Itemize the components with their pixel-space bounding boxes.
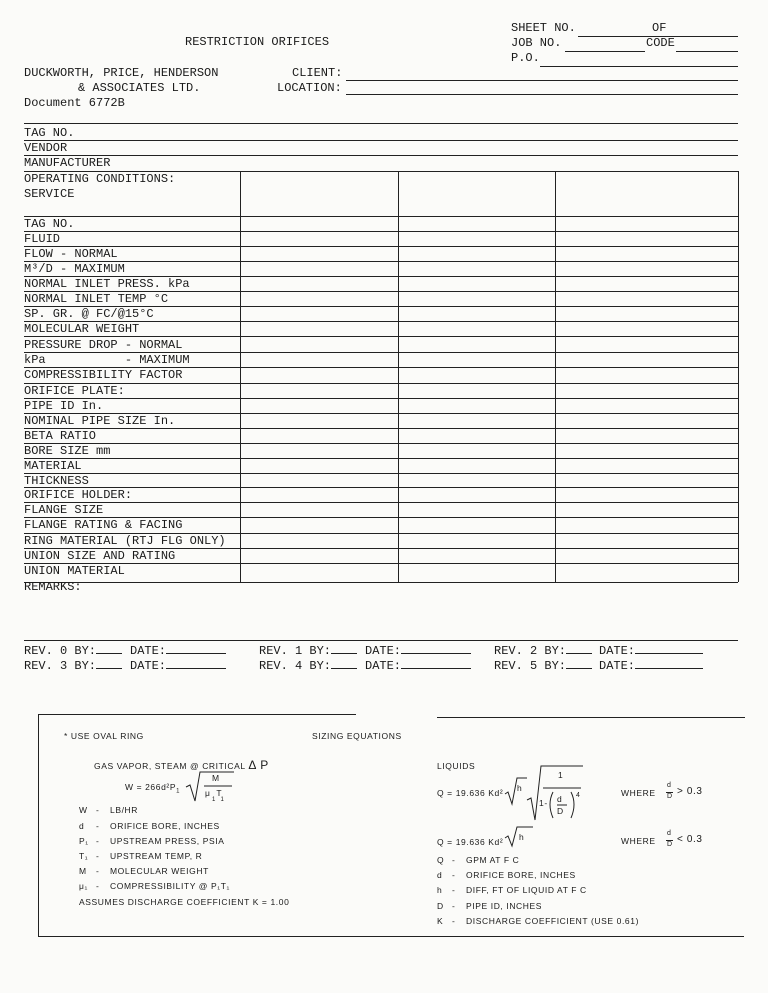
gas-discharge-note: ASSUMES DISCHARGE COEFFICIENT K = 1.00 (79, 897, 290, 907)
table-row-divider (24, 336, 738, 337)
liquid-eq1-h: h (517, 783, 523, 793)
table-row-divider (24, 563, 738, 564)
top-row-tag-no: TAG NO. (24, 126, 75, 140)
row-flow-normal: FLOW - NORMAL (24, 247, 118, 261)
where-2-frac-num: d (667, 830, 672, 837)
company-name-line2: & ASSOCIATES LTD. (78, 81, 201, 95)
table-row-divider (24, 443, 738, 444)
liquid-eq1-D: D (557, 806, 564, 816)
liquid-equation-1: Q = 19.636 Kd² (437, 788, 504, 798)
liquid-equation-2: Q = 19.636 Kd² (437, 837, 504, 847)
row-molecular-weight: MOLECULAR WEIGHT (24, 322, 140, 336)
client-field[interactable] (346, 80, 738, 81)
where-1-label: WHERE (621, 788, 656, 798)
gas-def-mu-text: COMPRESSIBILITY @ P₁T₁ (110, 881, 230, 891)
table-row-divider (24, 428, 738, 429)
location-field[interactable] (346, 94, 738, 95)
gas-def-w-text: LB/HR (110, 805, 139, 815)
rev-3[interactable]: REV. 3 BY: (24, 657, 122, 673)
oval-ring-note: * USE OVAL RING (64, 731, 144, 741)
row-pipe-id: PIPE ID In. (24, 399, 104, 413)
row-ring-material: RING MATERIAL (RTJ FLG ONLY) (24, 534, 226, 548)
rev-0[interactable]: REV. 0 BY: (24, 642, 122, 658)
rev-1-date[interactable]: DATE: (365, 642, 471, 658)
table-row-divider (24, 383, 738, 384)
where-2-condition: < 0.3 (677, 834, 703, 845)
gas-def-d-symbol: d (79, 821, 85, 831)
row-tag-no: TAG NO. (24, 217, 75, 231)
row-bore-size: BORE SIZE mm (24, 444, 111, 458)
table-row-divider (24, 246, 738, 247)
liq-def-pipe-symbol: D (437, 901, 444, 911)
top-row-service: SERVICE (24, 187, 75, 201)
rev-3-date[interactable]: DATE: (130, 657, 226, 673)
liq-def-d-text: ORIFICE BORE, INCHES (466, 870, 576, 880)
po-label: P.O. (511, 51, 540, 65)
table-row-divider (24, 261, 738, 262)
rev-5[interactable]: REV. 5 BY: (494, 657, 592, 673)
po-field[interactable] (540, 66, 738, 67)
liq-def-q-text: GPM AT F C (466, 855, 520, 865)
form-title: RESTRICTION ORIFICES (185, 35, 330, 49)
liquid-eq2-h: h (519, 832, 525, 842)
sheet-no-label: SHEET NO. (511, 21, 576, 35)
rev-2-date[interactable]: DATE: (599, 642, 703, 658)
row-sp-gr: SP. GR. @ FC/@15°C (24, 307, 154, 321)
gas-eq-den-subscripts: 1 1 (212, 797, 225, 803)
sizing-equations-title: SIZING EQUATIONS (312, 731, 402, 741)
liquid-eq1-d: d (557, 794, 563, 804)
row-pressure-drop-maximum: kPa - MAXIMUM (24, 353, 190, 367)
table-row-divider (24, 502, 738, 503)
row-nominal-pipe-size: NOMINAL PIPE SIZE In. (24, 414, 176, 428)
document-number: Document 6772B (24, 96, 125, 110)
row-material: MATERIAL (24, 459, 82, 473)
rev-4-date[interactable]: DATE: (365, 657, 471, 673)
liq-def-k-text: DISCHARGE COEFFICIENT (USE 0.61) (466, 916, 640, 926)
table-row-divider (24, 473, 738, 474)
liquid-eq1-one-minus: 1- (539, 798, 548, 808)
gas-def-m-symbol: M (79, 866, 87, 876)
code-label: CODE (646, 36, 675, 50)
row-orifice-holder: ORIFICE HOLDER: (24, 488, 133, 502)
row-inlet-temp: NORMAL INLET TEMP °C (24, 292, 169, 306)
sheet-no-field[interactable] (578, 36, 648, 37)
row-thickness: THICKNESS (24, 474, 89, 488)
rev-5-date[interactable]: DATE: (599, 657, 703, 673)
gas-def-mu-symbol: μ₁ (79, 881, 88, 891)
liquid-eq1-sqrt-icon (505, 764, 585, 824)
gas-eq-denominator: μ T (205, 788, 223, 798)
gas-heading: GAS VAPOR, STEAM @ CRITICAL Δ P (94, 758, 269, 772)
table-row-divider (24, 231, 738, 232)
rev-2[interactable]: REV. 2 BY: (494, 642, 592, 658)
of-label: OF (652, 21, 667, 35)
row-flange-size: FLANGE SIZE (24, 503, 104, 517)
company-name-line1: DUCKWORTH, PRICE, HENDERSON (24, 66, 219, 80)
rev-0-date[interactable]: DATE: (130, 642, 226, 658)
gas-def-d-text: ORIFICE BORE, INCHES (110, 821, 220, 831)
job-no-label: JOB NO. (511, 36, 562, 50)
top-row-manufacturer: MANUFACTURER (24, 156, 111, 170)
row-orifice-plate: ORIFICE PLATE: (24, 384, 125, 398)
rev-1[interactable]: REV. 1 BY: (259, 642, 357, 658)
liq-def-q-symbol: Q (437, 855, 445, 865)
liquids-heading: LIQUIDS (437, 761, 476, 771)
where-1-frac-den: D (667, 793, 673, 800)
remarks-label: REMARKS: (24, 580, 82, 594)
liq-def-pipe-text: PIPE ID, INCHES (466, 901, 543, 911)
where-2-frac-den: D (667, 841, 673, 848)
liq-def-k-symbol: K (437, 916, 444, 926)
row-fluid: FLUID (24, 232, 61, 246)
where-1-condition: > 0.3 (677, 786, 703, 797)
gas-def-m-text: MOLECULAR WEIGHT (110, 866, 209, 876)
row-pressure-drop-normal: PRESSURE DROP - NORMAL (24, 338, 183, 352)
liq-def-h-symbol: h (437, 885, 443, 895)
row-beta-ratio: BETA RATIO (24, 429, 97, 443)
table-row-divider (24, 458, 738, 459)
gas-def-w-symbol: W (79, 805, 88, 815)
job-no-field[interactable] (565, 51, 645, 52)
top-row-operating-conditions: OPERATING CONDITIONS: (24, 172, 176, 186)
liquid-eq1-power: 4 (576, 792, 581, 799)
rev-4[interactable]: REV. 4 BY: (259, 657, 357, 673)
client-label: CLIENT: (292, 66, 343, 80)
gas-equation-left: $W = 266d^2P_1$ (125, 782, 181, 795)
where-2-label: WHERE (621, 836, 656, 846)
liq-def-h-text: DIFF, FT OF LIQUID AT F C (466, 885, 587, 895)
top-row-vendor: VENDOR (24, 141, 68, 155)
gas-def-p1-symbol: P₁ (79, 836, 89, 846)
row-compressibility: COMPRESSIBILITY FACTOR (24, 368, 183, 382)
row-inlet-press: NORMAL INLET PRESS. kPa (24, 277, 190, 291)
gas-def-p1-text: UPSTREAM PRESS, PSIA (110, 836, 225, 846)
row-union-size: UNION SIZE AND RATING (24, 549, 176, 563)
liquid-eq1-one: 1 (558, 770, 564, 780)
gas-eq-numerator: M (212, 773, 220, 783)
location-label: LOCATION: (277, 81, 342, 95)
row-union-material: UNION MATERIAL (24, 564, 125, 578)
row-flow-maximum: M³/D - MAXIMUM (24, 262, 125, 276)
code-field[interactable] (676, 51, 738, 52)
row-flange-rating: FLANGE RATING & FACING (24, 518, 183, 532)
where-1-frac-num: d (667, 782, 672, 789)
gas-def-t1-text: UPSTREAM TEMP, R (110, 851, 203, 861)
table-row-divider (24, 398, 738, 399)
liq-def-d-symbol: d (437, 870, 443, 880)
gas-def-t1-symbol: T₁ (79, 851, 89, 861)
